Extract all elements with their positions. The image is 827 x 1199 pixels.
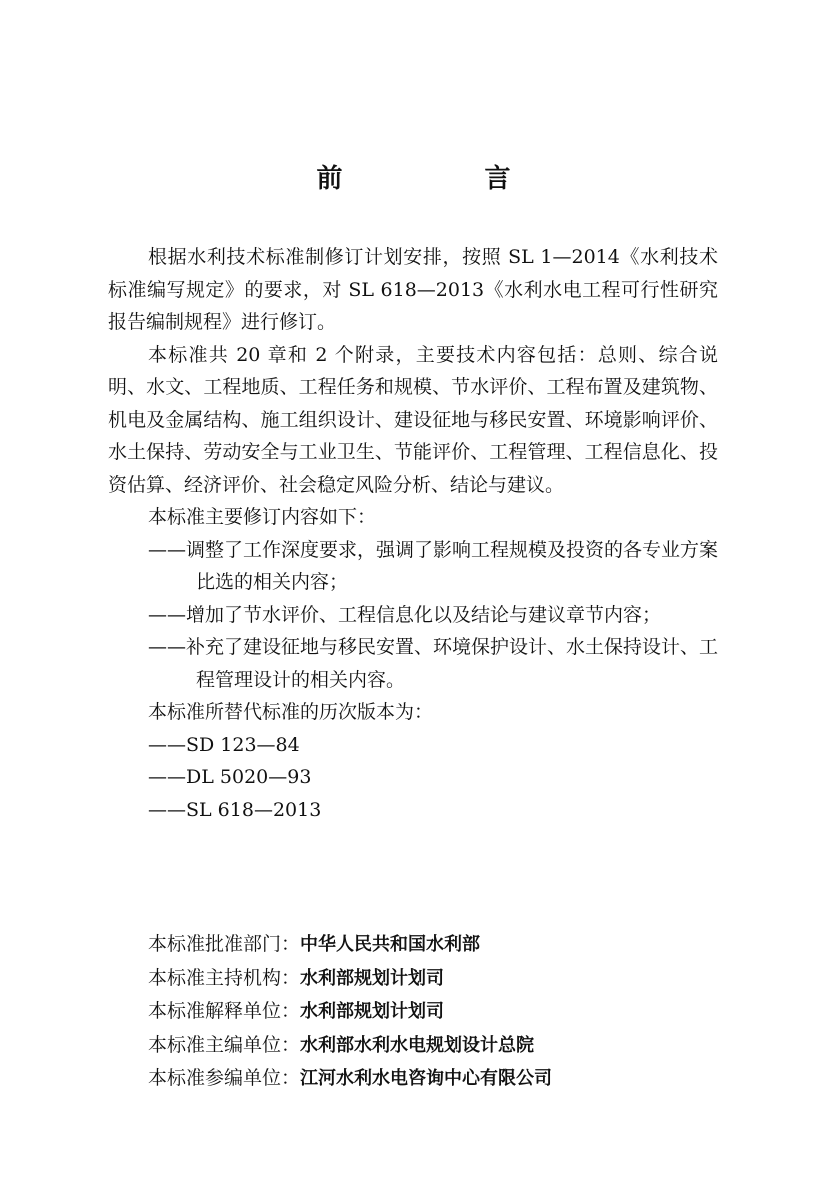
signature-row-participant — [148, 1062, 748, 1096]
signature-row-host — [148, 962, 748, 996]
signature-row-interpretation — [148, 995, 748, 1029]
revision-intro: 本标准主要修订内容如下： — [148, 506, 377, 528]
history-item: ——SD 123—84 — [148, 733, 300, 756]
page-title: 前 言 — [316, 164, 569, 194]
revision-item: ——增加了节水评价、工程信息化以及结论与建议章节内容； — [148, 603, 662, 626]
signature-label: 本标准主持机构： — [148, 966, 301, 989]
signature-label: 本标准参编单位： — [148, 1067, 301, 1090]
signature-label: 本标准解释单位： — [148, 1000, 301, 1023]
history-item: ——SL 618—2013 — [148, 798, 322, 821]
signature-value: 水利部规划计划司 — [300, 967, 445, 989]
history-item: ——DL 5020—93 — [148, 766, 312, 788]
signature-row-approval — [148, 928, 748, 962]
history-intro: 本标准所替代标准的历次版本为： — [148, 701, 434, 723]
signature-value: 水利部水利水电规划设计总院 — [300, 1034, 535, 1056]
paragraph-revision-basis: 根据水利技术标准制修订计划安排，按照 SL 1—2014《水利技术标准编写规定》的要求，对 SL 618—2013《水利水电工程可行性研究报告编制规程》进行修订。 — [108, 246, 718, 333]
signature-label: 本标准批准部门： — [148, 933, 301, 955]
signature-row-chief-editor — [148, 1029, 748, 1063]
foreword-body — [108, 241, 718, 826]
revision-item: ——调整了工作深度要求，强调了影响工程规模及投资的各专业方案比选的相关内容； — [148, 538, 719, 593]
signature-value: 水利部规划计划司 — [300, 1001, 445, 1023]
signature-value: 中华人民共和国水利部 — [300, 934, 481, 955]
paragraph-main-content: 本标准共 20 章和 2 个附录，主要技术内容包括：总则、综合说明、水文、工程地质、工程任务和规模、节水评价、工程布置及建筑物、机电及金属结构、施工组织设计、建设征地与移民安置、环境影响评价、水土保持、劳动安全与工业卫生、节能评价、工程管理、工程信息化、投资估算、经济评价、社会稳定风险分析、结论与建议。 — [108, 343, 718, 496]
signature-value: 江河水利水电咨询中心有限公司 — [300, 1068, 553, 1090]
revision-item: ——补充了建设征地与移民安置、环境保护设计、水土保持设计、工程管理设计的相关内容。 — [148, 636, 719, 691]
signature-block — [148, 928, 748, 1096]
signature-label: 本标准主编单位： — [148, 1033, 301, 1056]
